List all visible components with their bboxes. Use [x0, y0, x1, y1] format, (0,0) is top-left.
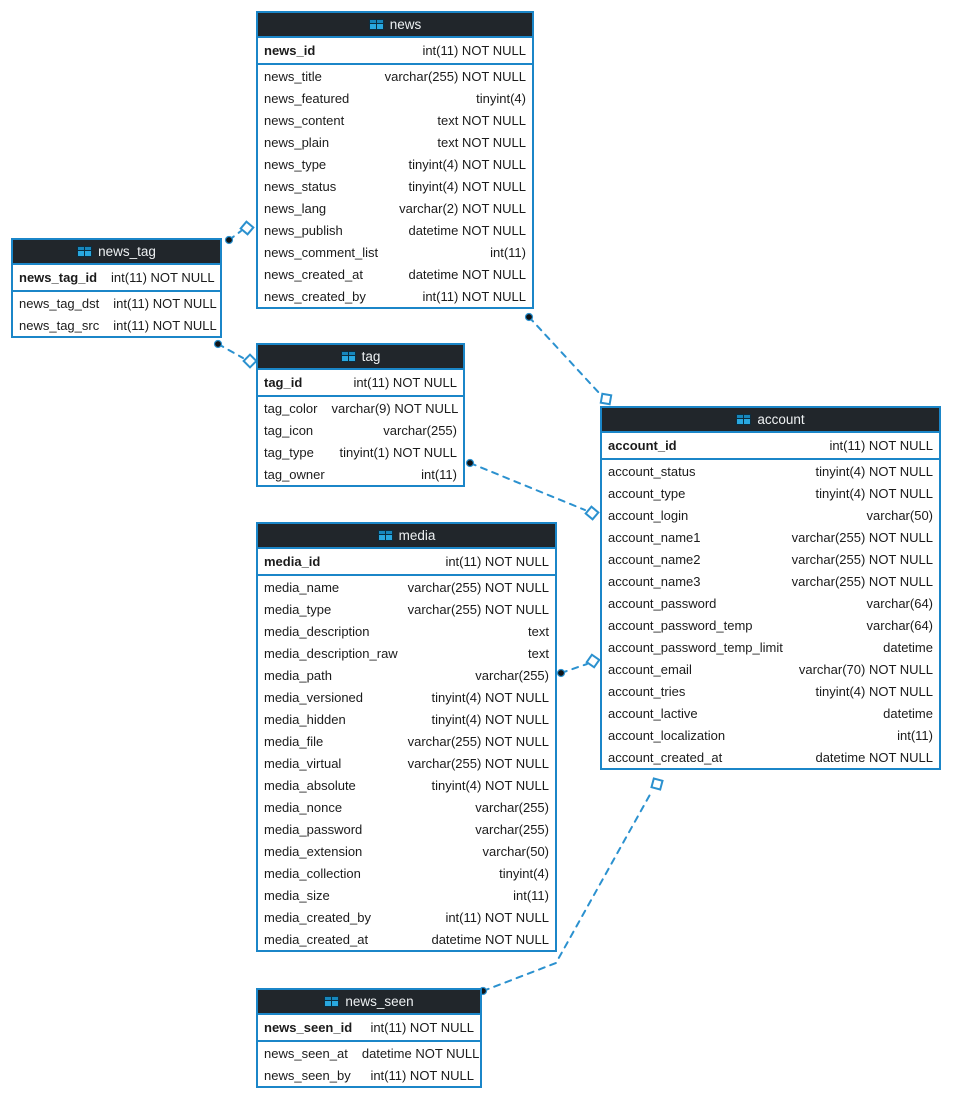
- column-row: media_size int(11): [258, 884, 555, 906]
- column-row: news_tag_dst int(11) NOT NULL: [13, 292, 220, 314]
- column-row: tag_color varchar(9) NOT NULL: [258, 397, 463, 419]
- column-row: media_created_at datetime NOT NULL: [258, 928, 555, 950]
- column-row: media_collection tinyint(4): [258, 862, 555, 884]
- pk-section: [258, 549, 555, 576]
- column-row: media_extension varchar(50): [258, 840, 555, 862]
- table-title: news_seen: [345, 994, 414, 1009]
- column-row: media_type varchar(255) NOT NULL: [258, 598, 555, 620]
- table-title: media: [398, 528, 436, 543]
- column-row: media_path varchar(255): [258, 664, 555, 686]
- pk-column-row: news_tag_id int(11) NOT NULL: [13, 265, 220, 290]
- column-row: media_description text: [258, 620, 555, 642]
- column-row: news_featured tinyint(4): [258, 87, 532, 109]
- column-row: account_login varchar(50): [602, 504, 939, 526]
- column-row: tag_type tinyint(1) NOT NULL: [258, 441, 463, 463]
- table-title: tag: [361, 349, 381, 364]
- column-row: tag_icon varchar(255): [258, 419, 463, 441]
- relationship-news_tag-tag: [215, 341, 257, 368]
- pk-column-row: account_id int(11) NOT NULL: [602, 433, 939, 458]
- table-news_tag[interactable]: [11, 238, 222, 338]
- column-row: account_name1 varchar(255) NOT NULL: [602, 526, 939, 548]
- pk-column-row: tag_id int(11) NOT NULL: [258, 370, 463, 395]
- column-row: account_name3 varchar(255) NOT NULL: [602, 570, 939, 592]
- pk-section: [13, 265, 220, 292]
- table-news_seen[interactable]: [256, 988, 482, 1088]
- column-row: news_comment_list int(11): [258, 241, 532, 263]
- table-icon: [341, 351, 356, 362]
- column-row: account_lactive datetime: [602, 702, 939, 724]
- table-icon: [378, 530, 393, 541]
- column-row: news_publish datetime NOT NULL: [258, 219, 532, 241]
- column-row: media_versioned tinyint(4) NOT NULL: [258, 686, 555, 708]
- table-media-header[interactable]: [258, 524, 555, 549]
- column-row: media_absolute tinyint(4) NOT NULL: [258, 774, 555, 796]
- columns-section: [13, 292, 220, 336]
- pk-column-row: news_seen_id int(11) NOT NULL: [258, 1015, 480, 1040]
- pk-column-row: media_id int(11) NOT NULL: [258, 549, 555, 574]
- column-row: media_name varchar(255) NOT NULL: [258, 576, 555, 598]
- pk-section: [258, 38, 532, 65]
- table-account[interactable]: [600, 406, 941, 770]
- column-row: account_type tinyint(4) NOT NULL: [602, 482, 939, 504]
- relationship-news_tag-news: [226, 222, 254, 244]
- pk-section: [258, 1015, 480, 1042]
- table-news_tag-header[interactable]: [13, 240, 220, 265]
- table-news[interactable]: [256, 11, 534, 309]
- column-row: media_virtual varchar(255) NOT NULL: [258, 752, 555, 774]
- column-row: account_password_temp_limit datetime: [602, 636, 939, 658]
- column-row: account_name2 varchar(255) NOT NULL: [602, 548, 939, 570]
- table-icon: [736, 414, 751, 425]
- column-row: news_seen_by int(11) NOT NULL: [258, 1064, 480, 1086]
- column-row: media_password varchar(255): [258, 818, 555, 840]
- column-row: news_lang varchar(2) NOT NULL: [258, 197, 532, 219]
- column-row: media_hidden tinyint(4) NOT NULL: [258, 708, 555, 730]
- table-icon: [369, 19, 384, 30]
- column-row: media_nonce varchar(255): [258, 796, 555, 818]
- table-title: news_tag: [98, 244, 156, 259]
- table-icon: [324, 996, 339, 1007]
- relationship-tag-account: [467, 460, 599, 520]
- column-row: account_localization int(11): [602, 724, 939, 746]
- table-news-header[interactable]: [258, 13, 532, 38]
- pk-column-row: news_id int(11) NOT NULL: [258, 38, 532, 63]
- column-row: news_seen_at datetime NOT NULL: [258, 1042, 480, 1064]
- column-row: news_type tinyint(4) NOT NULL: [258, 153, 532, 175]
- table-tag-header[interactable]: [258, 345, 463, 370]
- column-row: media_description_raw text: [258, 642, 555, 664]
- column-row: account_status tinyint(4) NOT NULL: [602, 460, 939, 482]
- column-row: news_content text NOT NULL: [258, 109, 532, 131]
- relationship-media-account: [558, 655, 600, 677]
- table-account-header[interactable]: [602, 408, 939, 433]
- column-row: media_created_by int(11) NOT NULL: [258, 906, 555, 928]
- pk-section: [258, 370, 463, 397]
- table-title: news: [389, 17, 422, 32]
- column-row: account_password_temp varchar(64): [602, 614, 939, 636]
- table-title: account: [757, 412, 805, 427]
- column-row: tag_owner int(11): [258, 463, 463, 485]
- column-row: news_created_at datetime NOT NULL: [258, 263, 532, 285]
- columns-section: [258, 1042, 480, 1086]
- table-icon: [77, 246, 92, 257]
- columns-section: [602, 460, 939, 768]
- column-row: account_email varchar(70) NOT NULL: [602, 658, 939, 680]
- column-row: account_tries tinyint(4) NOT NULL: [602, 680, 939, 702]
- columns-section: [258, 576, 555, 950]
- pk-section: [602, 433, 939, 460]
- relationship-news-account: [526, 314, 612, 405]
- columns-section: [258, 397, 463, 485]
- column-row: news_title varchar(255) NOT NULL: [258, 65, 532, 87]
- table-tag[interactable]: [256, 343, 465, 487]
- column-row: news_tag_src int(11) NOT NULL: [13, 314, 220, 336]
- column-row: news_status tinyint(4) NOT NULL: [258, 175, 532, 197]
- column-row: news_plain text NOT NULL: [258, 131, 532, 153]
- table-media[interactable]: [256, 522, 557, 952]
- column-row: account_password varchar(64): [602, 592, 939, 614]
- column-row: news_created_by int(11) NOT NULL: [258, 285, 532, 307]
- table-news_seen-header[interactable]: [258, 990, 480, 1015]
- column-row: media_file varchar(255) NOT NULL: [258, 730, 555, 752]
- column-row: account_created_at datetime NOT NULL: [602, 746, 939, 768]
- columns-section: [258, 65, 532, 307]
